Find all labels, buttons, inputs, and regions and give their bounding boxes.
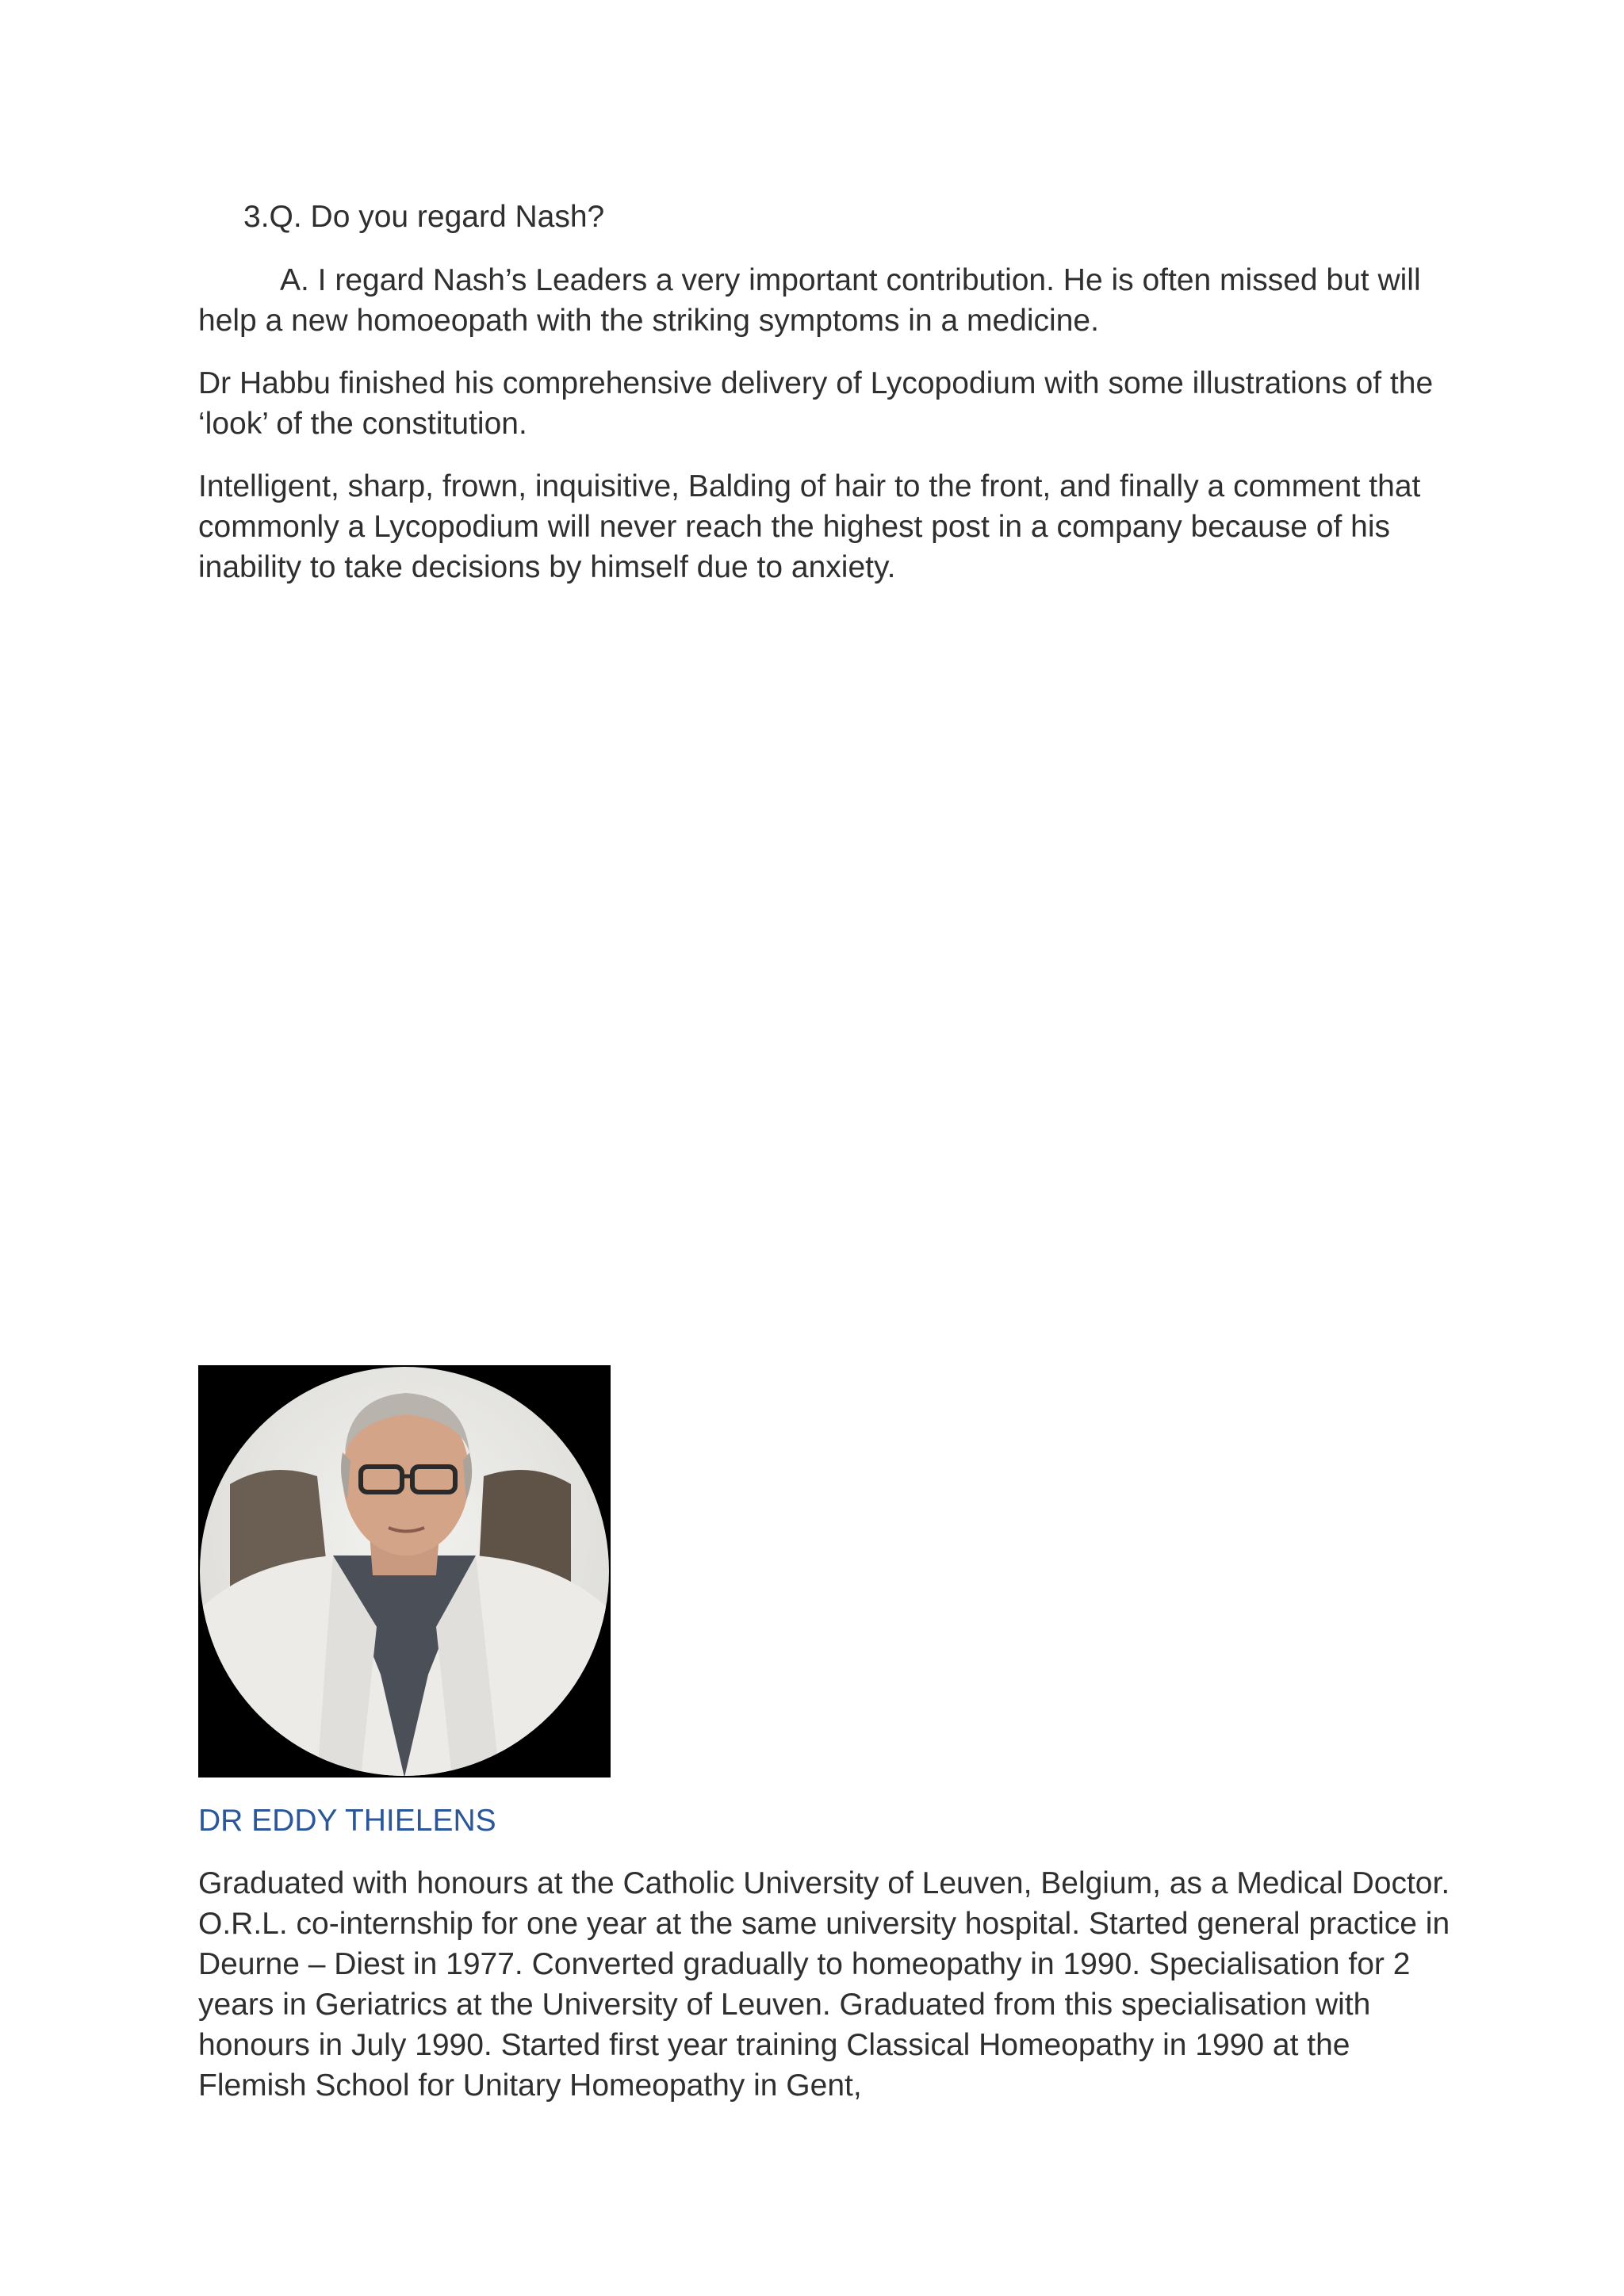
- interview-question: 3.Q. Do you regard Nash?: [243, 200, 605, 234]
- profile-name-heading: DR EDDY THIELENS: [198, 1804, 496, 1838]
- lycopodium-summary-paragraph: Dr Habbu finished his comprehensive delivery of Lycopodium with some illustrations of the ‘look’ of the constitution.: [198, 366, 1434, 441]
- lycopodium-traits-paragraph: Intelligent, sharp, frown, inquisitive, Balding of hair to the front, and finally a comment that commonly a Lycopodium will never reach the highest post in a company because of his inability to take decisions by himself due to anxiety.: [198, 469, 1421, 584]
- interview-answer: A. I regard Nash’s Leaders a very important contribution. He is often missed but will help a new homoeopath with the striking symptoms in a medicine.: [198, 263, 1421, 338]
- profile-photo: [198, 1365, 611, 1777]
- profile-bio-paragraph: Graduated with honours at the Catholic University of Leuven, Belgium, as a Medical Doctor. O.R.L. co-internship for one year at the same university hospital. Started general practice in Deurne – Diest in 1977. Converted gradually to homeopathy in 1990. Specialisation for 2 years in Geriatrics at the University of Leuven. Graduated from this specialisation with honours in July 1990. Started first year training Classical Homeopathy in 1990 at the Flemish School for Unitary Homeopathy in Gent,: [198, 1866, 1450, 2103]
